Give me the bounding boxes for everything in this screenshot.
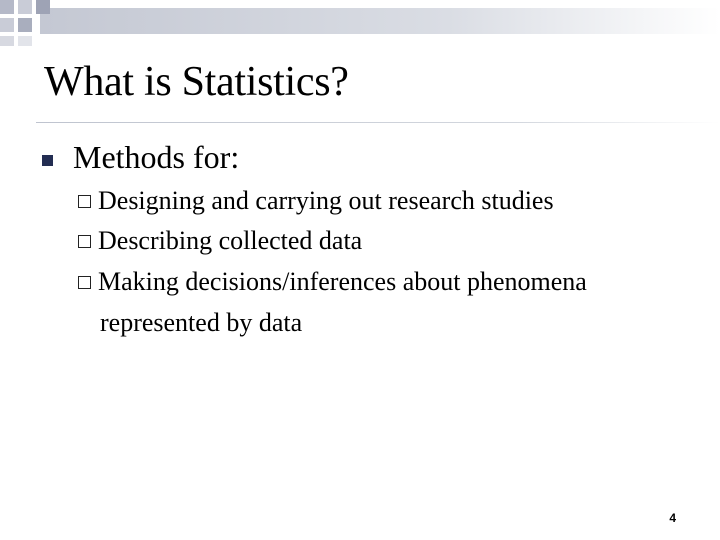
checkbox-bullet-icon <box>78 235 91 248</box>
header-decoration <box>0 0 720 50</box>
sub-item-continuation: represented by data <box>100 308 303 337</box>
checkbox-bullet-icon <box>78 276 91 289</box>
checkbox-bullet-icon <box>78 195 91 208</box>
bullet-methods: Methods for: <box>73 139 240 175</box>
sub-item-designing: Designing and carrying out research studies <box>78 186 554 216</box>
slide-title: What is Statistics? <box>44 59 349 105</box>
title-divider <box>36 122 720 123</box>
bullet-square-icon <box>42 140 53 180</box>
page-number: 4 <box>669 511 676 525</box>
sub-item-describing: Describing collected data <box>78 226 362 256</box>
sub-item-making-decisions: Making decisions/inferences about phenomena <box>78 267 587 297</box>
